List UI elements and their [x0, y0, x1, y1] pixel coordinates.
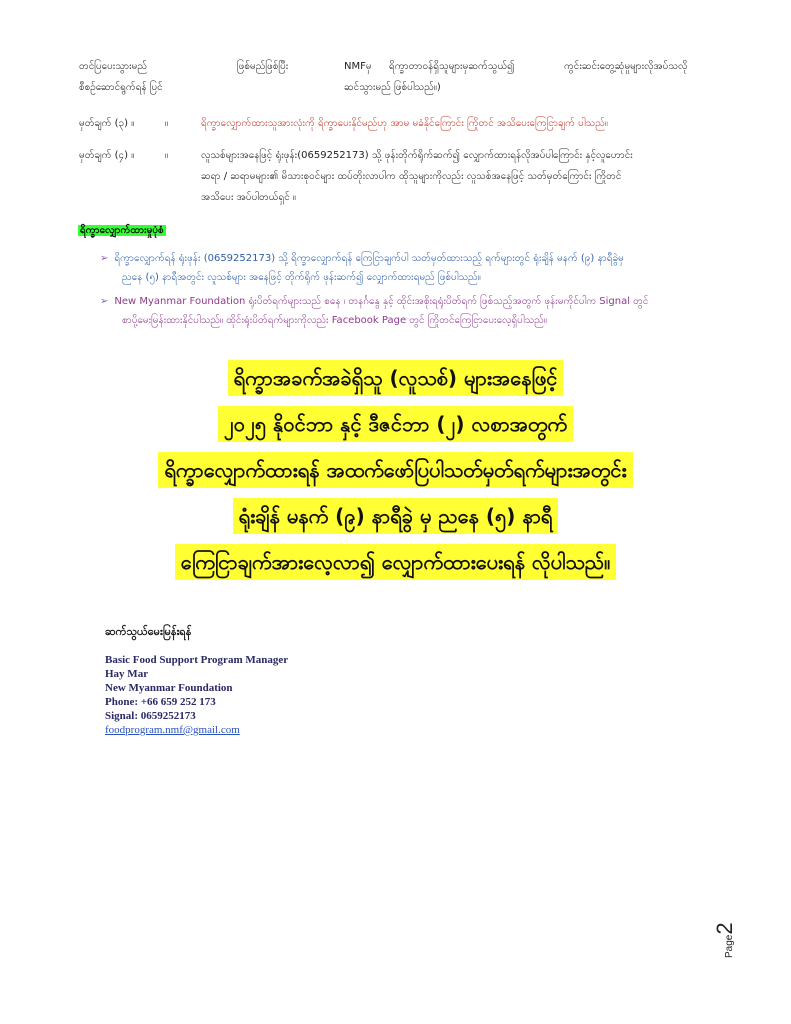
bullet-2-line-2: စာပို့မေးမြန်းထားနိုင်ပါသည်။ ထိုင်းရုံးပိတ်ရက်များကိုလည်း Facebook Page တွင် ကြိုတင်ကြေငြာပေးလေ့ရှိပါသည်။	[122, 315, 547, 326]
announcement-line-2: ၂၀၂၅ နိုဝင်ဘာ နှင့် ဒီဇင်ဘာ (၂) လစာအတွက်	[218, 406, 573, 442]
note-4-line-3: အသိပေး အပ်ပါတယ်ရှင် ။	[201, 192, 296, 203]
announcement-line-4: ရုံးချိန် မနက် (၉) နာရီခွဲ မှ ညနေ (၅) နာရီ	[233, 498, 559, 534]
contact-title: Basic Food Support Program Manager	[105, 654, 289, 666]
note-3	[79, 114, 719, 134]
top-line-2-col2: ဆင်သွားမည် ဖြစ်ပါသည်။)	[344, 82, 441, 93]
contact-name: Hay Mar	[105, 668, 149, 680]
bullet-1-line-1: ရိက္ခာလျှောက်ရန် ရုံးဖုန်း (0659252173) သို့ ရိက္ခာလျှောက်ရန် ကြေငြာချက်ပါ သတ်မှတ်ထားသည့် ရက်များတွင် ရုံးချိန် မနက် (၉) နာရီခွဲမှ	[114, 253, 624, 264]
note-4-label: မှတ်ချက် (၄) ။	[79, 150, 135, 161]
top-line-1-col5: ကွင်းဆင်းတွေ့ဆုံမှုများလိုအပ်သလို	[564, 61, 688, 72]
contact-org: New Myanmar Foundation	[105, 682, 233, 694]
top-line-2	[79, 78, 709, 98]
note-3-label: မှတ်ချက် (၃) ။	[79, 118, 135, 129]
page-word: Page	[724, 934, 735, 958]
note-4-line-2: ဆရာ / ဆရာမများ၏ မိသားစုဝင်များ ထပ်တိုးလာပါက ထိုသူများကိုလည်း လူသစ်အနေဖြင့် သတ်မှတ်ကြောင်း ကြိုတင်	[201, 171, 622, 182]
page-footer	[712, 898, 737, 958]
announcement-line-1: ရိက္ခာအခက်အခဲရှိသူ (လူသစ်) များအနေဖြင့်	[228, 360, 564, 396]
announcement-line-3: ရိက္ခာလျှောက်ထားရန် အထက်ဖော်ပြပါသတ်မှတ်ရက်များအတွင်း	[158, 452, 632, 488]
top-line-2-col1: စီစဉ်ဆောင်ရွက်ရန် ပြင်	[79, 82, 163, 93]
note-4-sep: ။	[165, 150, 169, 161]
contact-phone: Phone: +66 659 252 173	[105, 696, 216, 708]
announcement-block	[0, 360, 791, 590]
note-4	[79, 146, 719, 212]
bullet-1-line-2: ညနေ (၅) နာရီအတွင်း လူသစ်များ အနေဖြင့် တိုက်ရိုက် ဖုန်းဆက်၍ လျှောက်ထားရမည် ဖြစ်ပါသည်။	[122, 272, 481, 283]
note-3-sep: ။	[165, 118, 169, 129]
contact-block	[105, 653, 288, 737]
top-line-1-col1: တင်ပြပေးသွားမည်	[79, 61, 148, 72]
section-title	[78, 222, 166, 240]
top-line-1	[79, 57, 709, 77]
page-number: 2	[712, 922, 737, 935]
bullet-2	[100, 292, 740, 330]
arrow-right-icon: ➢	[100, 296, 109, 307]
bullet-1	[100, 249, 740, 287]
announcement-line-5: ကြေငြာချက်အားလေ့လာ၍ လျှောက်ထားပေးရန် လိုပါသည်။	[175, 544, 616, 580]
top-line-1-col2: ဖြစ်မည်ဖြစ်ပြီး	[237, 61, 289, 72]
contact-email-link[interactable]: foodprogram.nmf@gmail.com	[105, 724, 240, 736]
note-3-text: ရိက္ခာလျှောက်ထားသူအားလုံးကို ရိက္ခာပေးနိုင်မည်ဟု အာမ မခံနိုင်ကြောင်း ကြိုတင် အသိပေးကြေငြာချက် ပါသည်။	[201, 118, 608, 129]
note-4-line-1: လူသစ်များအနေဖြင့် ရုံးဖုန်း(0659252173) သို့ ဖုန်းတိုက်ရိုက်ဆက်၍ လျှောက်ထားရန်လိုအပ်ပါကြောင်း နှင့်လူဟောင်း	[201, 150, 633, 161]
top-line-1-col3: NMFမှ	[344, 61, 372, 72]
arrow-right-icon: ➢	[100, 253, 109, 264]
section-title-text: ရိက္ခာလျှောက်ထားမှုပုံစံ	[80, 225, 164, 236]
contact-signal: Signal: 0659252173	[105, 710, 196, 722]
bullet-2-line-1: New Myanmar Foundation ရုံးပိတ်ရက်များသည် စနေ ၊ တနင်္ဂနွေ နှင့် ထိုင်းအစိုးရရုံးပိတ်ရက် ဖြစ်သည့်အတွက် ဖုန်းမကိုင်ပါက Signal တွင်	[114, 296, 649, 307]
top-line-1-col4: ရိက္ခာတာဝန်ရှိသူများမှဆက်သွယ်၍	[389, 61, 515, 72]
contact-heading: ဆက်သွယ်မေးမြန်းရန်	[105, 625, 192, 638]
